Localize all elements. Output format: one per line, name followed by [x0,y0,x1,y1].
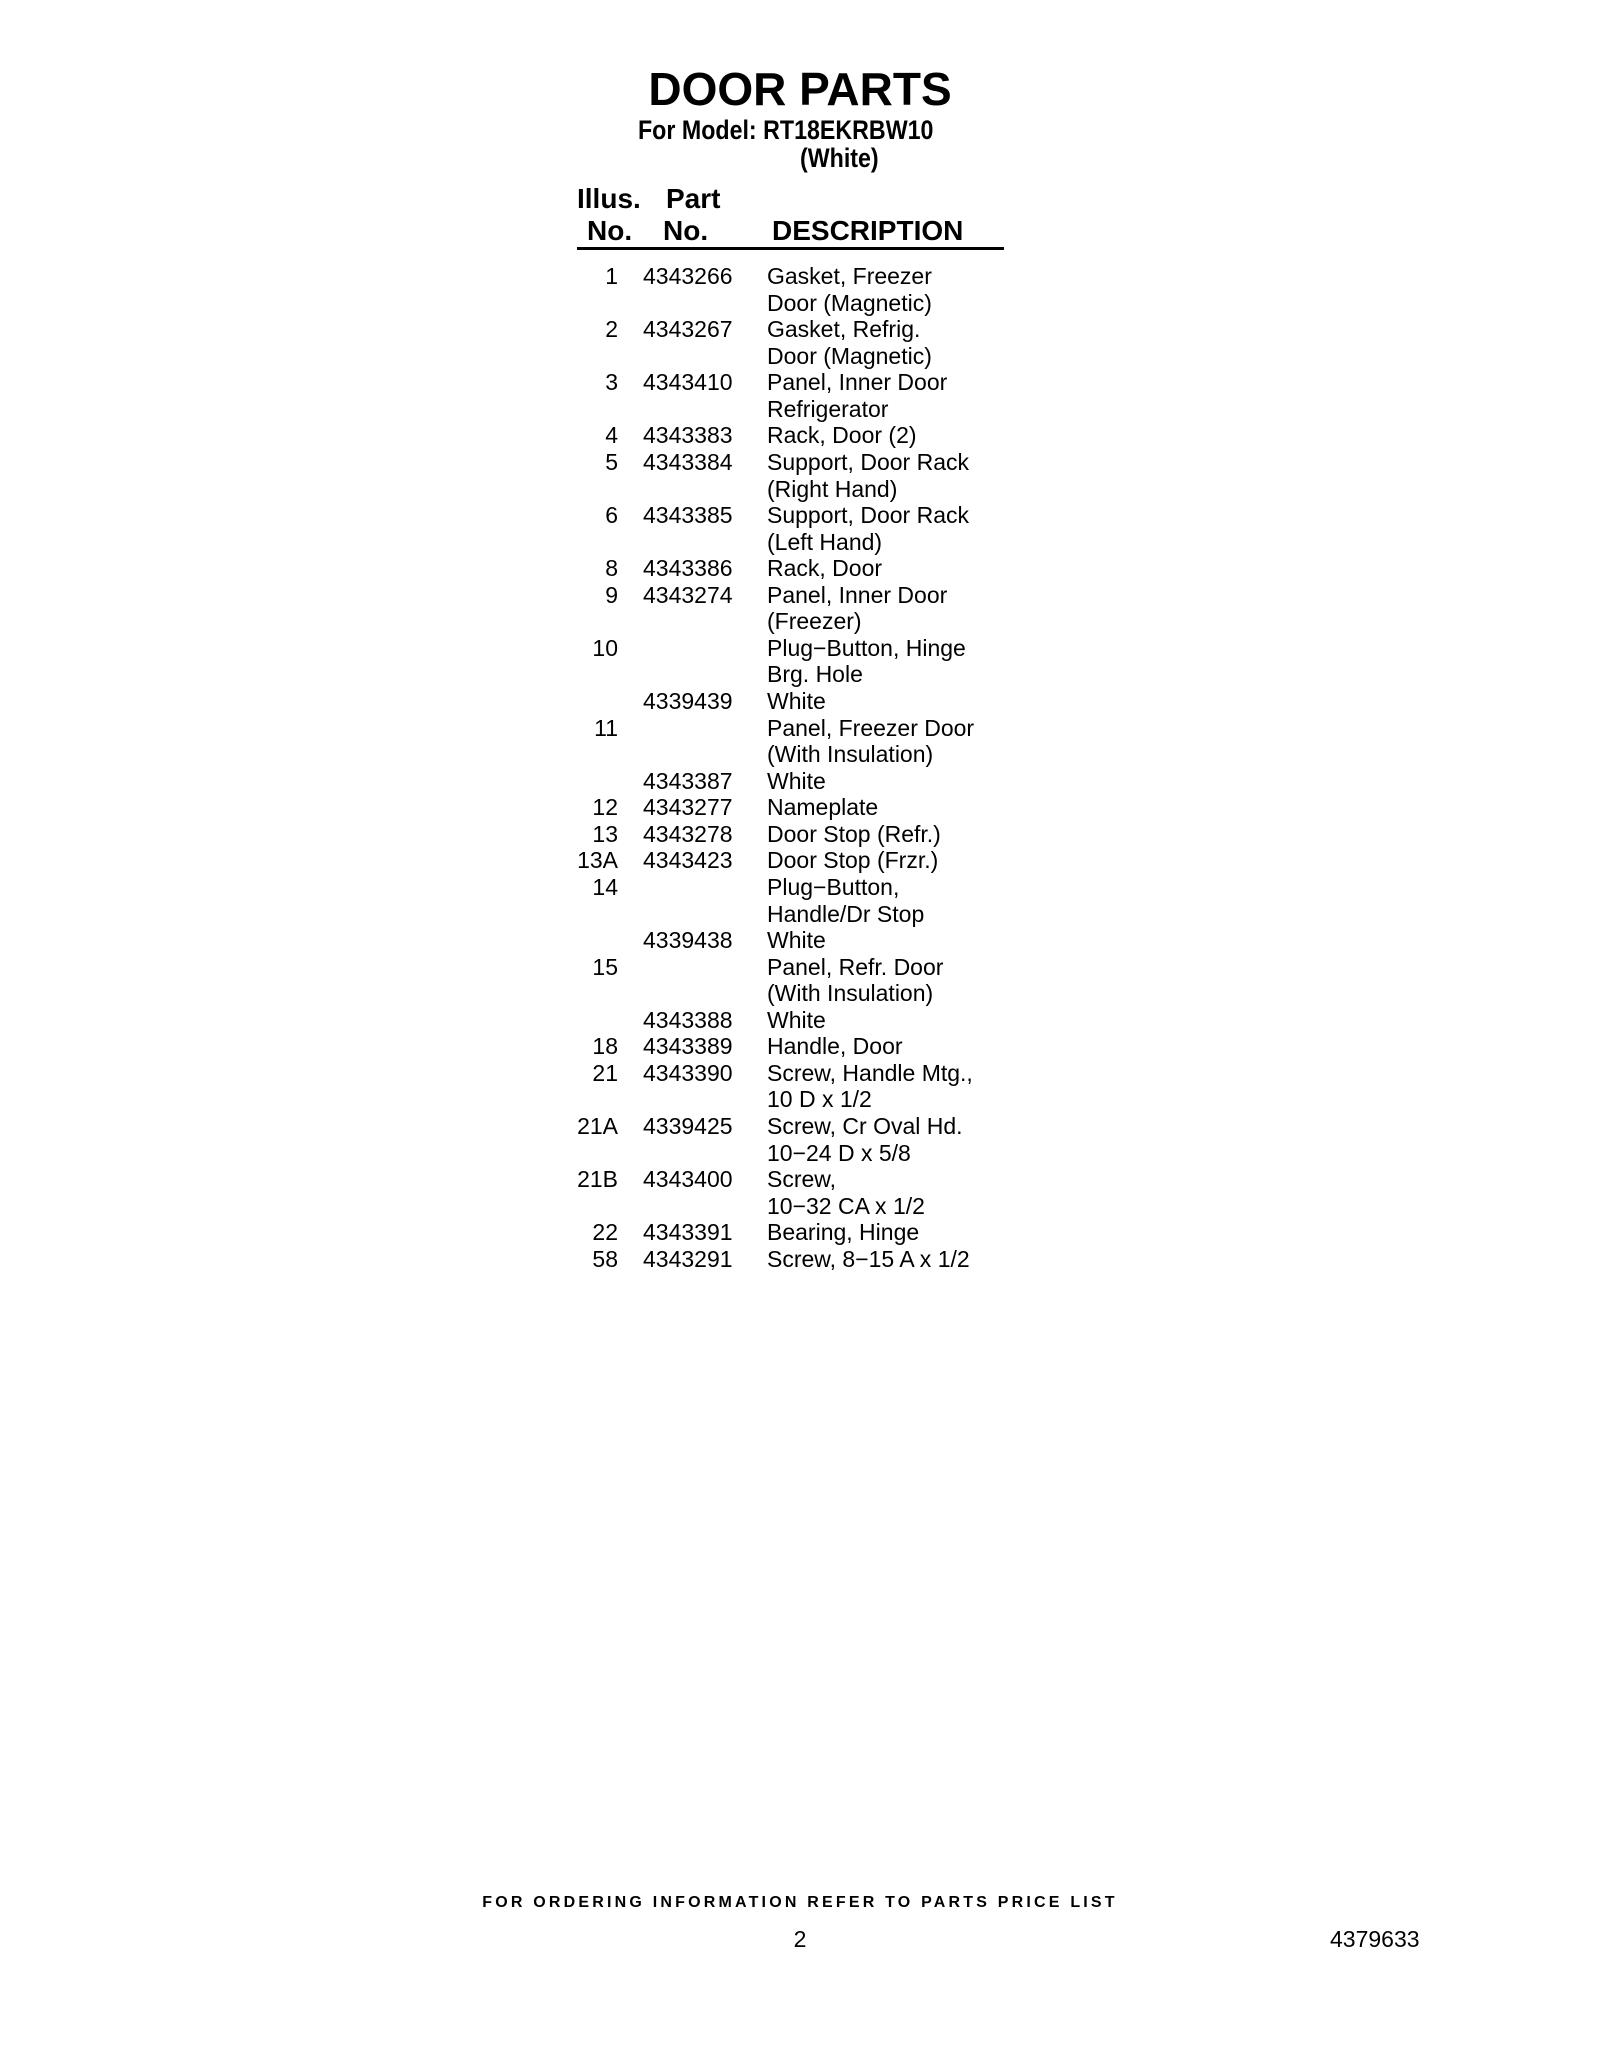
table-row [560,1007,1020,1034]
part-description: Handle/Dr Stop [767,900,925,927]
part-number: 4343388 [643,1006,733,1033]
table-row [560,1033,1020,1060]
part-number: 4343277 [643,794,733,821]
part-number: 4343389 [643,1033,733,1060]
illus-number: 9 [605,581,618,608]
illus-number: 4 [605,422,618,449]
illus-number: 5 [605,448,618,475]
part-description: (With Insulation) [767,741,934,768]
table-row [560,715,1020,742]
part-description: White [767,927,826,954]
part-description: Door Stop (Frzr.) [767,847,939,874]
table-row [560,980,1020,1007]
table-row [560,1086,1020,1113]
table-row [560,768,1020,795]
part-number: 4343391 [643,1219,733,1246]
header-divider [577,247,1004,250]
part-description: Plug−Button, [767,873,900,900]
column-header-part-line1: Part [666,183,721,214]
part-number: 4343385 [643,502,733,529]
part-description: (Freezer) [767,608,862,635]
table-row [560,290,1020,317]
table-row [560,1113,1020,1140]
part-number: 4343400 [643,1166,733,1193]
table-row [560,422,1020,449]
illus-number: 22 [592,1219,618,1246]
column-header-description: DESCRIPTION [772,215,964,246]
table-row [560,794,1020,821]
part-number: 4343384 [643,448,733,475]
part-description: Gasket, Refrig. [767,316,921,343]
part-number: 4343291 [643,1245,733,1272]
table-row [560,901,1020,928]
part-description: (With Insulation) [767,980,934,1007]
part-number: 4343266 [643,263,733,289]
table-row [560,316,1020,343]
part-number: 4343274 [643,581,733,608]
part-description: Door Stop (Refr.) [767,820,941,847]
column-header-illus-line2: No. [587,215,633,246]
part-number: 4343278 [643,820,733,847]
table-row [560,449,1020,476]
part-description: Door (Magnetic) [767,289,932,316]
illus-number: 8 [605,555,618,582]
color-line: (White) [800,143,879,173]
part-description: Panel, Refr. Door [767,953,944,980]
part-description: Panel, Inner Door [767,369,948,396]
part-description: Nameplate [767,794,879,821]
illus-number: 13 [592,820,618,847]
part-description: (Right Hand) [767,475,898,502]
part-number: 4343383 [643,422,733,449]
table-row [560,821,1020,848]
part-description: Screw, Handle Mtg., [767,1059,973,1086]
part-description: Screw, 8−15 A x 1/2 [767,1245,970,1272]
part-description: Handle, Door [767,1033,903,1060]
table-row [560,1060,1020,1087]
table-row [560,608,1020,635]
part-description: Plug−Button, Hinge [767,634,966,661]
part-description: Door (Magnetic) [767,342,932,369]
illus-number: 58 [592,1245,618,1272]
illus-number: 3 [605,369,618,396]
part-number: 4339439 [643,688,733,714]
column-header-part-line2: No. [663,215,709,246]
illus-number: 21B [577,1166,618,1193]
part-description: 10−32 CA x 1/2 [767,1192,925,1219]
table-row [560,741,1020,768]
illus-number: 13A [577,847,618,874]
part-description: Panel, Inner Door [767,581,948,608]
page-title: DOOR PARTS [648,63,952,115]
part-description: Rack, Door [767,555,883,582]
part-description: White [767,688,826,714]
illus-number: 15 [592,953,618,980]
model-line: For Model: RT18EKRBW10 [638,115,934,145]
part-description: White [767,767,826,794]
table-row [560,502,1020,529]
document-number: 4379633 [1330,1926,1420,1952]
page-number: 2 [793,1926,807,1952]
table-row [560,1140,1020,1167]
part-description: Support, Door Rack [767,448,969,475]
table-row [560,954,1020,981]
part-number: 4339438 [643,927,733,954]
table-row [560,555,1020,582]
part-number: 4343267 [643,316,733,343]
ordering-note: FOR ORDERING INFORMATION REFER TO PARTS PRICE LIST [482,1894,1118,1911]
part-number: 4343390 [643,1059,733,1086]
column-header-illus-line1: Illus. [577,183,641,214]
illus-number: 1 [605,263,618,289]
part-description: 10 D x 1/2 [767,1086,872,1113]
illus-number: 12 [592,794,618,821]
illus-number: 21 [592,1059,618,1086]
part-description: Bearing, Hinge [767,1219,920,1246]
part-description: 10−24 D x 5/8 [767,1139,911,1166]
part-description: Brg. Hole [767,661,863,688]
part-description: Screw, [767,1166,837,1193]
illus-number: 14 [592,873,618,900]
table-row [560,635,1020,662]
table-row [560,263,1020,290]
table-row [560,582,1020,609]
table-row [560,476,1020,503]
part-description: Gasket, Freezer [767,263,932,289]
part-description: Support, Door Rack [767,502,969,529]
part-description: White [767,1006,826,1033]
table-row [560,1219,1020,1246]
part-description: Screw, Cr Oval Hd. [767,1113,963,1139]
part-number: 4339425 [643,1113,733,1139]
part-description: Rack, Door (2) [767,422,917,449]
table-row [560,343,1020,370]
part-number: 4343387 [643,767,733,794]
parts-table [560,263,1020,1272]
table-row [560,847,1020,874]
illus-number: 18 [592,1033,618,1060]
part-description: (Left Hand) [767,528,883,555]
part-number: 4343410 [643,369,733,396]
part-description: Panel, Freezer Door [767,714,975,741]
illus-number: 11 [594,714,618,741]
illus-number: 10 [592,634,618,661]
illus-number: 2 [605,316,618,343]
table-row [560,396,1020,423]
part-number: 4343423 [643,847,733,874]
part-description: Refrigerator [767,395,889,422]
table-row [560,661,1020,688]
illus-number: 21A [577,1113,618,1139]
table-row [560,874,1020,901]
part-number: 4343386 [643,555,733,582]
table-row [560,529,1020,556]
table-row [560,688,1020,715]
table-row [560,927,1020,954]
illus-number: 6 [605,502,618,529]
table-row [560,1166,1020,1193]
table-row [560,369,1020,396]
table-row [560,1193,1020,1220]
table-row [560,1246,1020,1273]
